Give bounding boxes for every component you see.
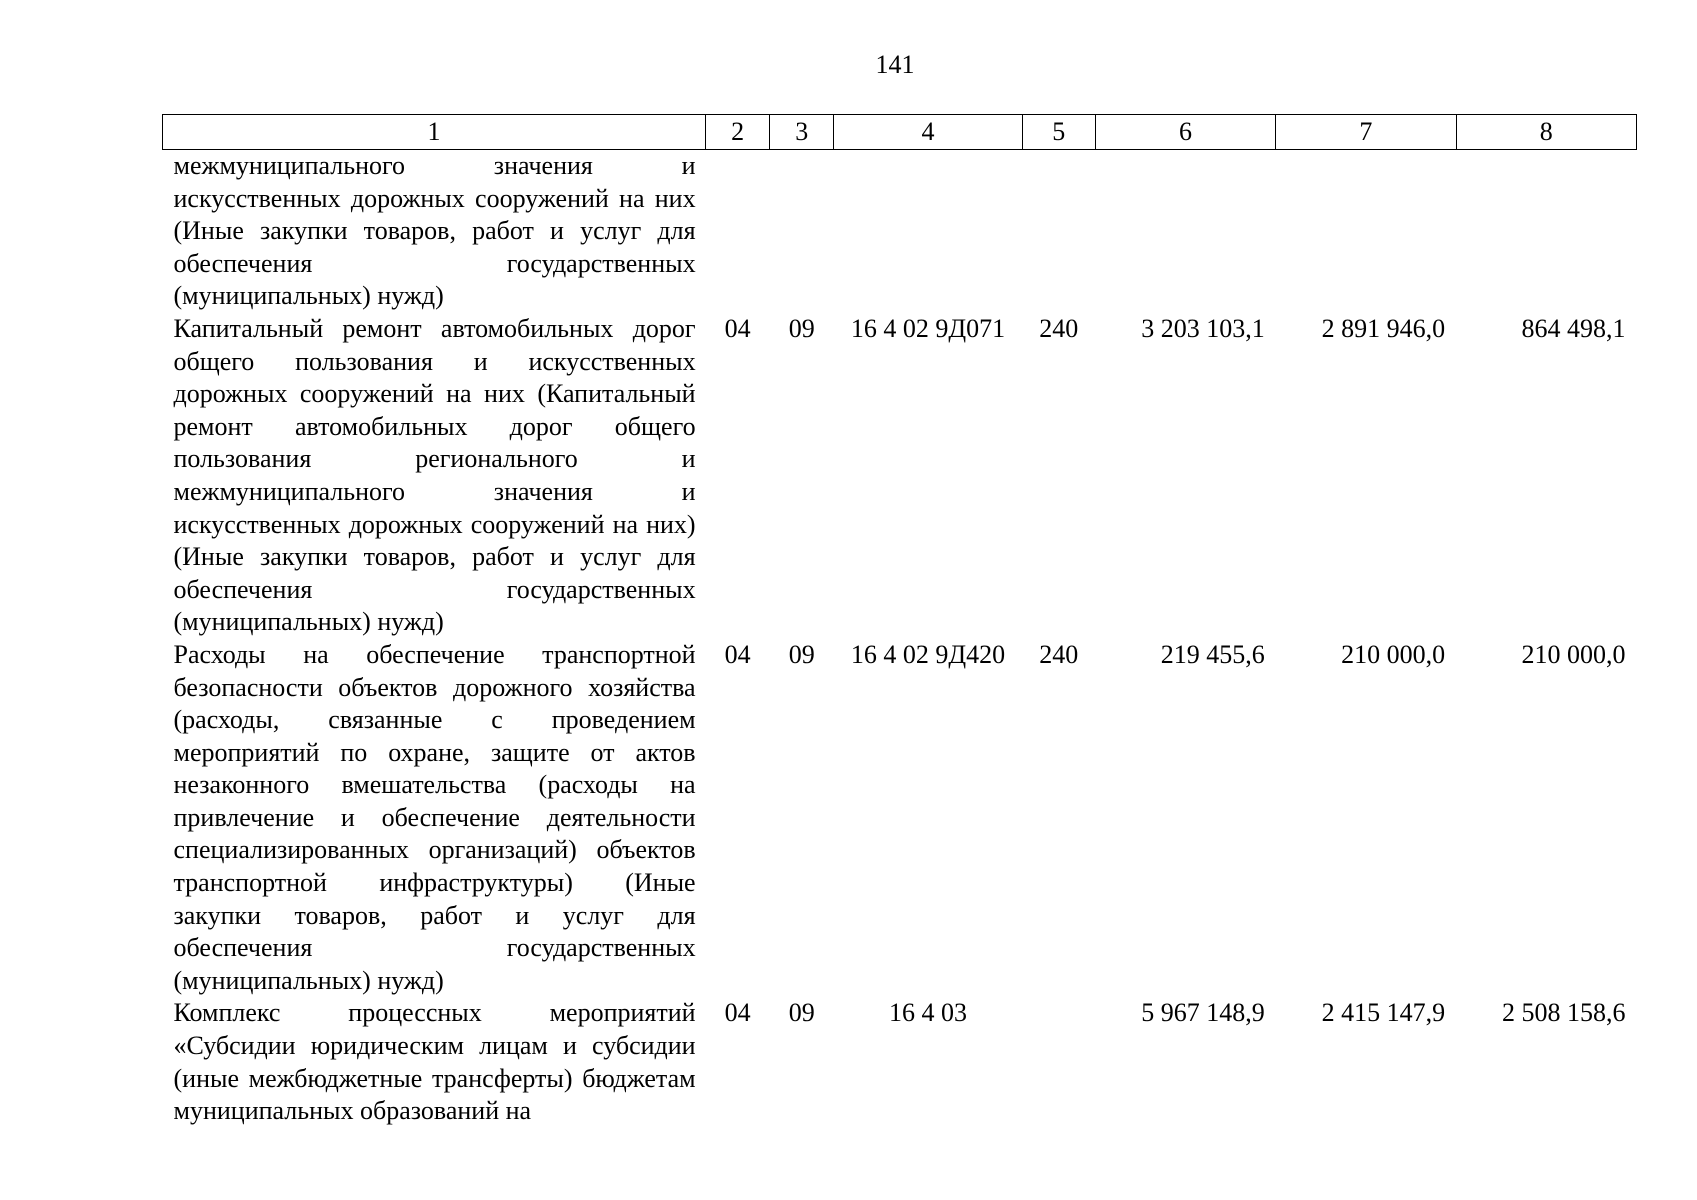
header-col-4: 4 <box>834 115 1022 150</box>
expense-type-code: 240 <box>1039 639 1079 669</box>
target-article-code: 16 4 02 9Д420 <box>850 639 1006 669</box>
amount-col-6 <box>1095 150 1275 313</box>
header-col-1: 1 <box>163 115 706 150</box>
amount-col-8: 210 000,0 <box>1521 639 1626 669</box>
amount-col-6: 3 203 103,1 <box>1141 313 1265 343</box>
section-code <box>706 150 770 313</box>
expense-type-code <box>1022 997 1095 1127</box>
header-col-5: 5 <box>1022 115 1095 150</box>
amount-col-7: 2 891 946,0 <box>1321 313 1446 343</box>
amount-col-7 <box>1276 150 1456 313</box>
row-description: Комплекс процессных мероприятий «Субсидии юридическим лицам и субсидии (иные межбюджетные трансферты) бюджетам муниципальных образований на <box>173 998 696 1126</box>
budget-table <box>162 114 1637 1128</box>
page-number: 141 <box>875 50 915 79</box>
amount-col-7: 210 000,0 <box>1341 639 1446 669</box>
amount-col-8: 2 508 158,6 <box>1502 998 1626 1028</box>
amount-col-7: 2 415 147,9 <box>1321 998 1446 1028</box>
section-code: 04 <box>724 313 751 343</box>
table-row <box>163 997 1637 1127</box>
target-article-code: 16 4 03 <box>889 998 968 1028</box>
amount-col-6: 5 967 148,9 <box>1141 998 1265 1028</box>
row-description: межмуниципального значения и искусственных дорожных сооружений на них (Иные закупки товаров, работ и услуг для обеспечения государственных (муниципальных) нужд) <box>173 151 696 311</box>
target-article-code <box>834 150 1022 313</box>
subsection-code <box>770 150 834 313</box>
header-col-6: 6 <box>1095 115 1275 150</box>
subsection-code: 09 <box>788 639 815 669</box>
row-description: Капитальный ремонт автомобильных дорог общего пользования и искусственных дорожных сооружений на них (Капитальный ремонт автомобильных дорог общего пользования регионального и межмуниципального значения и искусственных дорожных сооружений на них) (Иные закупки товаров, работ и услуг для обеспечения государственных (муниципальных) нужд) <box>173 313 696 637</box>
header-col-8: 8 <box>1456 115 1636 150</box>
section-code: 04 <box>724 998 751 1028</box>
table-row <box>163 639 1637 998</box>
subsection-code: 09 <box>788 998 815 1028</box>
table-row <box>163 313 1637 639</box>
amount-col-8: 864 498,1 <box>1521 313 1626 343</box>
row-description: Расходы на обеспечение транспортной безопасности объектов дорожного хозяйства (расходы, связанные с проведением мероприятий по охране, защите от актов незаконного вмешательства (расходы на привлечение и обеспечение деятельности специализированных организаций) объектов транспортной инфраструктуры) (Иные закупки товаров, работ и услуг для обеспечения государственных (муниципальных) нужд) <box>173 639 696 995</box>
table-row <box>163 150 1637 313</box>
section-code: 04 <box>724 639 751 669</box>
header-col-2: 2 <box>706 115 770 150</box>
target-article-code: 16 4 02 9Д071 <box>850 313 1006 343</box>
header-col-7: 7 <box>1276 115 1456 150</box>
subsection-code: 09 <box>788 313 815 343</box>
header-col-3: 3 <box>770 115 834 150</box>
expense-type-code: 240 <box>1039 313 1079 343</box>
amount-col-6: 219 455,6 <box>1160 639 1265 669</box>
expense-type-code <box>1022 150 1095 313</box>
amount-col-8 <box>1456 150 1636 313</box>
table-header <box>163 115 1637 150</box>
